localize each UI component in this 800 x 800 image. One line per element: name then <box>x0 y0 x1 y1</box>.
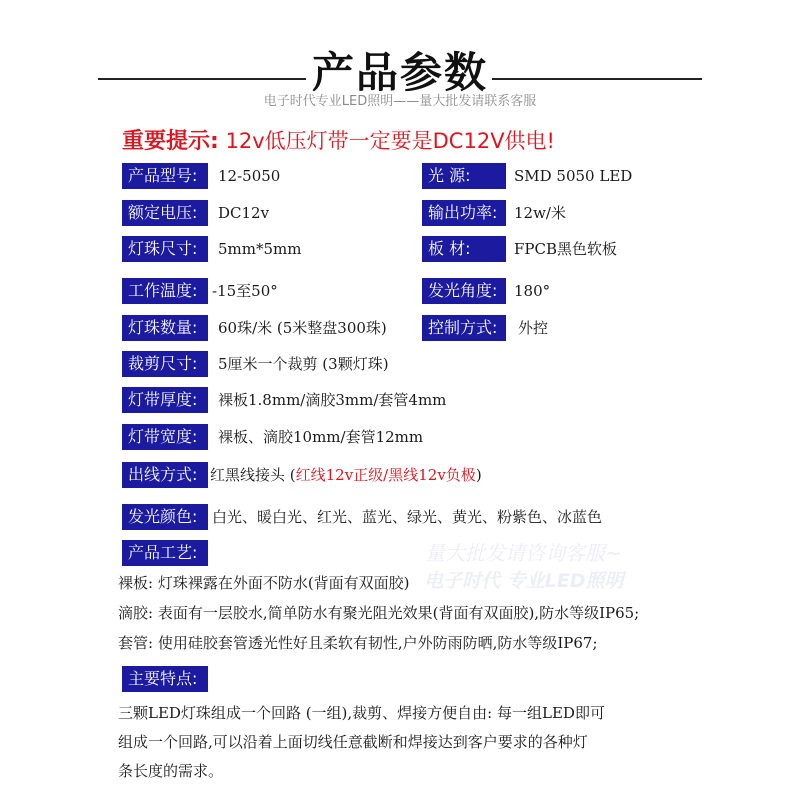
spec-value-cut-size: 5厘米一个裁剪 (3颗灯珠) <box>218 355 389 373</box>
spec-label-angle: 发光角度: <box>422 278 506 304</box>
spec-value-bead-count: 60珠/米 (5米整盘300珠) <box>218 319 387 337</box>
spec-label-voltage: 额定电压: <box>122 200 208 226</box>
spec-label-temperature: 工作温度: <box>122 278 208 304</box>
spec-value-voltage: DC12v <box>218 204 270 222</box>
spec-label-thickness: 灯带厚度: <box>122 387 208 413</box>
spec-value-wiring <box>210 462 482 488</box>
process-line-sleeve: 套管: 使用硅胶套管透光性好且柔软有韧性,户外防雨防晒,防水等级IP67; <box>118 634 598 652</box>
spec-label-light-source: 光 源: <box>422 163 506 189</box>
features-line-1: 三颗LED灯珠组成一个回路 (一组),裁剪、焊接方便自由: 每一组LED即可 <box>118 704 605 722</box>
spec-label-wiring: 出线方式: <box>122 462 208 488</box>
spec-label-board: 板 材: <box>422 236 506 262</box>
important-notice <box>122 124 555 155</box>
spec-label-bead-count: 灯珠数量: <box>122 315 208 341</box>
spec-label-colors: 发光颜色: <box>122 504 208 530</box>
spec-value-power: 12w/米 <box>514 204 566 222</box>
spec-label-bead-size: 灯珠尺寸: <box>122 236 208 262</box>
spec-value-angle: 180° <box>514 282 551 300</box>
spec-value-board: FPCB黑色软板 <box>514 240 618 258</box>
notice-text: 12v低压灯带一定要是DC12V供电! <box>218 129 555 153</box>
spec-value-colors: 白光、暖白光、红光、蓝光、绿光、黄光、粉紫色、冰蓝色 <box>212 508 603 526</box>
spec-value-width: 裸板、滴胶10mm/套管12mm <box>218 428 424 446</box>
spec-label-model: 产品型号: <box>122 163 208 189</box>
page-title: 产品参数 <box>311 48 488 97</box>
page-subtitle: 电子时代专业LED照明——量大批发请联系客服 <box>263 94 537 109</box>
spec-label-power: 输出功率: <box>422 200 506 226</box>
spec-value-temperature: -15至50° <box>212 282 278 300</box>
features-line-3: 条长度的需求。 <box>118 762 224 780</box>
notice-heading: 重要提示: <box>122 129 219 154</box>
spec-value-control: 外控 <box>518 319 549 337</box>
process-line-epoxy: 滴胶: 表面有一层胶水,简单防水有聚光阻光效果(背面有双面胶),防水等级IP65; <box>118 604 640 622</box>
wiring-suffix: ) <box>475 466 482 484</box>
spec-value-model: 12-5050 <box>218 167 281 185</box>
spec-value-thickness: 裸板1.8mm/滴胶3mm/套管4mm <box>218 391 447 409</box>
watermark-line-2: 电子时代 专业LED照明 <box>424 570 624 592</box>
wiring-polarity: 红线12v正级/黑线12v负极 <box>295 466 476 484</box>
features-heading: 主要特点: <box>122 666 208 692</box>
wiring-prefix: 红黑线接头 ( <box>210 466 296 484</box>
spec-label-width: 灯带宽度: <box>122 424 208 450</box>
spec-label-cut-size: 裁剪尺寸: <box>122 351 208 377</box>
process-line-bare: 裸板: 灯珠裸露在外面不防水(背面有双面胶) <box>118 574 410 592</box>
features-line-2: 组成一个回路,可以沿着上面切线任意截断和焊接达到客户要求的各种灯 <box>118 733 588 751</box>
spec-value-light-source: SMD 5050 LED <box>514 167 633 185</box>
watermark-line-1: 量大批发请咨询客服~ <box>425 541 622 565</box>
process-heading: 产品工艺: <box>122 540 208 566</box>
spec-value-bead-size: 5mm*5mm <box>218 240 302 258</box>
spec-label-control: 控制方式: <box>422 315 506 341</box>
